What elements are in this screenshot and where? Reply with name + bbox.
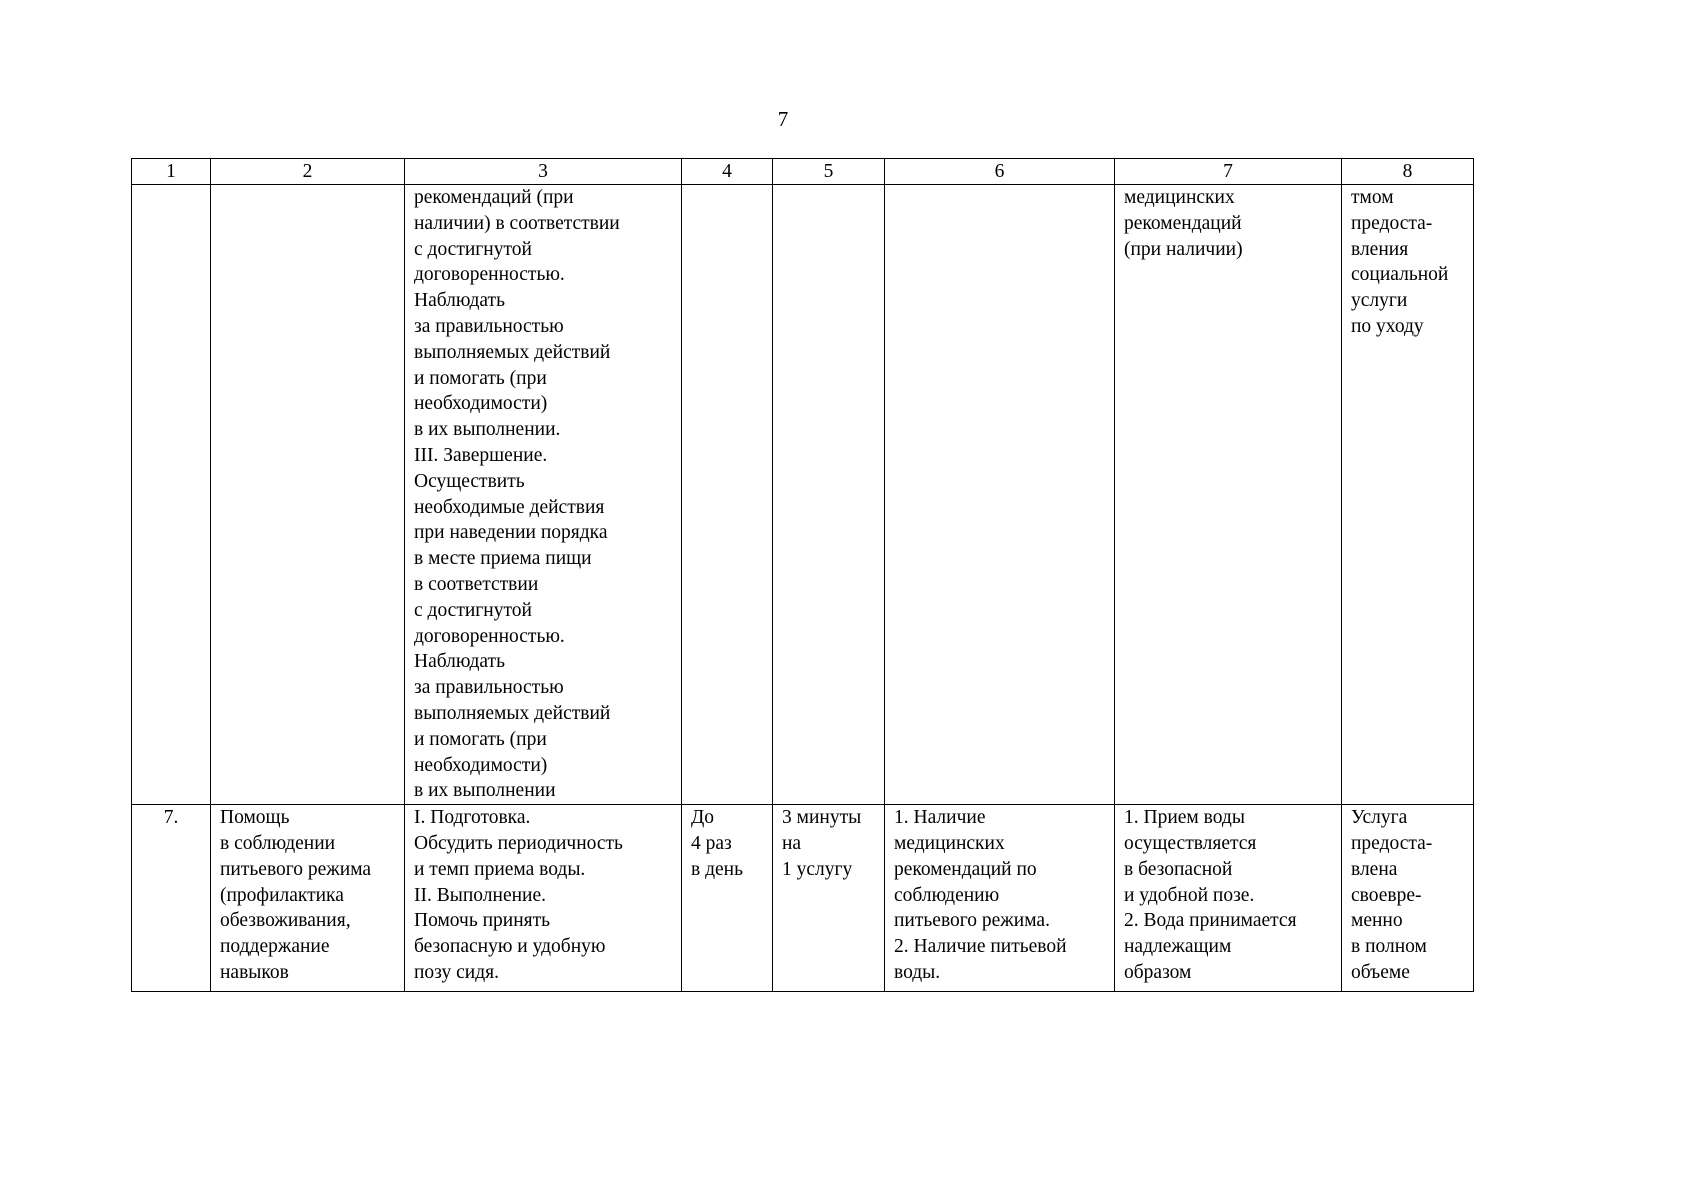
frequency-cell: До 4 раз в день: [682, 805, 773, 992]
column-header-7: 7: [1115, 159, 1342, 185]
row-number-cell: 7.: [132, 805, 211, 992]
procedure-cell: рекомендаций (при наличии) в соответствии с достигнутой договоренностью. Наблюдать за правильностью выполняемых действий и помогать (при необходимости) в их выполнении. III. Завершение. Осуществить необходимые действия при наведении порядка в месте приема пищи в соответствии с достигнутой договоренностью. Наблюдать за правильностью выполняемых действий и помогать (при необходимости) в их выполнении: [405, 185, 682, 805]
procedure-cell: I. Подготовка. Обсудить периодичность и темп приема воды. II. Выполнение. Помочь принять безопасную и удобную позу сидя.: [405, 805, 682, 992]
table-header-row: [132, 159, 1474, 185]
conditions-cell: 1. Наличие медицинских рекомендаций по соблюдению питьевого режима. 2. Наличие питьевой воды.: [885, 805, 1115, 992]
frequency-cell: [682, 185, 773, 805]
column-header-3: 3: [405, 159, 682, 185]
page-number: 7: [777, 107, 789, 131]
column-header-1: 1: [132, 159, 211, 185]
column-header-4: 4: [682, 159, 773, 185]
quality-indicators-cell: медицинских рекомендаций (при наличии): [1115, 185, 1342, 805]
table-row: [132, 805, 1474, 992]
evaluation-cell: Услуга предоста- влена своевре- менно в полном объеме: [1342, 805, 1474, 992]
table-row: [132, 185, 1474, 805]
data-table: [131, 158, 1474, 992]
service-name-cell: Помощь в соблюдении питьевого режима (профилактика обезвоживания, поддержание навыков: [211, 805, 405, 992]
duration-cell: [773, 185, 885, 805]
conditions-cell: [885, 185, 1115, 805]
service-name-cell: [211, 185, 405, 805]
column-header-2: 2: [211, 159, 405, 185]
quality-indicators-cell: 1. Прием воды осуществляется в безопасной и удобной позе. 2. Вода принимается надлежащим образом: [1115, 805, 1342, 992]
column-header-8: 8: [1342, 159, 1474, 185]
column-header-6: 6: [885, 159, 1115, 185]
evaluation-cell: тмом предоста- вления социальной услуги по уходу: [1342, 185, 1474, 805]
column-header-5: 5: [773, 159, 885, 185]
duration-cell: 3 минуты на 1 услугу: [773, 805, 885, 992]
row-number-cell: [132, 185, 211, 805]
